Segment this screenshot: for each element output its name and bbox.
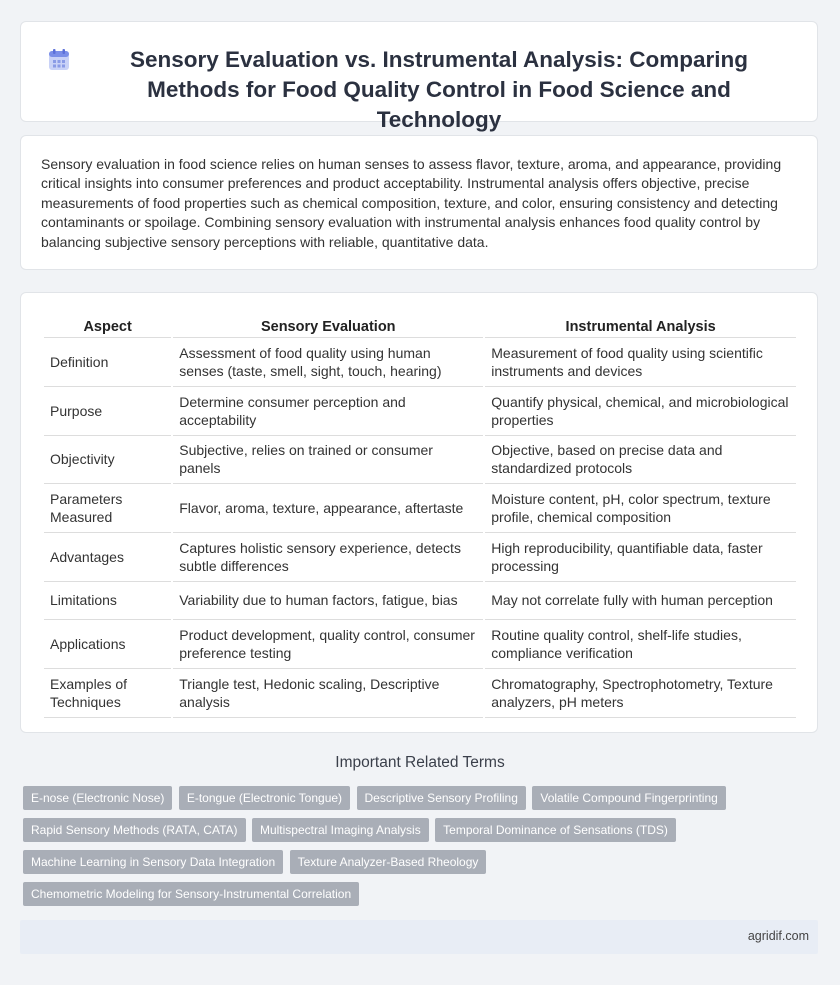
cell-sensory: Flavor, aroma, texture, appearance, aftertaste bbox=[173, 484, 483, 533]
cell-aspect: Parameters Measured bbox=[44, 484, 171, 533]
intro-paragraph: Sensory evaluation in food science relies on human senses to assess flavor, texture, aroma, and appearance, providing critical insights into consumer preferences and product acceptability. Instrumental analysis offers objective, precise measurements of food properties such as chemical composition, texture, and color, ensuring consistency and detecting contaminants or spoilage. Combining sensory evaluation with instrumental analysis enhances food quality control by balancing subjective sensory perceptions with reliable, quantitative data. bbox=[41, 156, 782, 250]
table-header-row bbox=[44, 317, 796, 338]
comparison-card bbox=[20, 292, 818, 733]
cell-sensory: Product development, quality control, consumer preference testing bbox=[173, 620, 483, 669]
related-terms-heading: Important Related Terms bbox=[335, 754, 505, 771]
cell-instrumental: High reproducibility, quantifiable data, faster processing bbox=[485, 533, 796, 582]
footer-site-link[interactable]: agridif.com bbox=[747, 929, 809, 943]
intro-card bbox=[20, 135, 818, 270]
table-row bbox=[44, 436, 796, 485]
cell-aspect: Objectivity bbox=[44, 436, 171, 485]
comparison-table bbox=[42, 317, 798, 718]
term-tag[interactable]: E-nose (Electronic Nose) bbox=[23, 786, 172, 810]
cell-instrumental: Objective, based on precise data and standardized protocols bbox=[485, 436, 796, 485]
cell-sensory: Variability due to human factors, fatigue, bias bbox=[173, 582, 483, 620]
term-tag[interactable]: Volatile Compound Fingerprinting bbox=[532, 786, 725, 810]
cell-instrumental: May not correlate fully with human perception bbox=[485, 582, 796, 620]
related-terms-list bbox=[23, 786, 813, 914]
header-instrumental: Instrumental Analysis bbox=[485, 317, 796, 338]
table-row bbox=[44, 484, 796, 533]
cell-aspect: Applications bbox=[44, 620, 171, 669]
cell-aspect: Limitations bbox=[44, 582, 171, 620]
cell-sensory: Determine consumer perception and acceptability bbox=[173, 387, 483, 436]
cell-sensory: Captures holistic sensory experience, detects subtle differences bbox=[173, 533, 483, 582]
cell-sensory: Assessment of food quality using human senses (taste, smell, sight, touch, hearing) bbox=[173, 338, 483, 387]
cell-instrumental: Measurement of food quality using scientific instruments and devices bbox=[485, 338, 796, 387]
title-card bbox=[20, 21, 818, 132]
table-row bbox=[44, 582, 796, 620]
cell-instrumental: Routine quality control, shelf-life studies, compliance verification bbox=[485, 620, 796, 669]
page-title: Sensory Evaluation vs. Instrumental Analysis: Comparing Methods for Food Quality Control in Food Science and Technology bbox=[129, 47, 749, 132]
term-tag[interactable]: Descriptive Sensory Profiling bbox=[357, 786, 526, 810]
cell-instrumental: Quantify physical, chemical, and microbiological properties bbox=[485, 387, 796, 436]
header-sensory: Sensory Evaluation bbox=[173, 317, 483, 338]
footer bbox=[20, 920, 818, 954]
cell-instrumental: Chromatography, Spectrophotometry, Texture analyzers, pH meters bbox=[485, 669, 796, 718]
table-row bbox=[44, 533, 796, 582]
cell-sensory: Subjective, relies on trained or consumer panels bbox=[173, 436, 483, 485]
term-tag[interactable]: Texture Analyzer-Based Rheology bbox=[290, 850, 487, 874]
cell-aspect: Advantages bbox=[44, 533, 171, 582]
table-row bbox=[44, 338, 796, 387]
term-tag[interactable]: Multispectral Imaging Analysis bbox=[252, 818, 429, 842]
cell-sensory: Triangle test, Hedonic scaling, Descriptive analysis bbox=[173, 669, 483, 718]
table-row bbox=[44, 669, 796, 718]
header-aspect: Aspect bbox=[44, 317, 171, 338]
table-row bbox=[44, 387, 796, 436]
term-tag[interactable]: E-tongue (Electronic Tongue) bbox=[179, 786, 350, 810]
term-tag[interactable]: Chemometric Modeling for Sensory-Instrumental Correlation bbox=[23, 882, 359, 906]
table-row bbox=[44, 620, 796, 669]
cell-instrumental: Moisture content, pH, color spectrum, texture profile, chemical composition bbox=[485, 484, 796, 533]
cell-aspect: Examples of Techniques bbox=[44, 669, 171, 718]
cell-aspect: Definition bbox=[44, 338, 171, 387]
cell-aspect: Purpose bbox=[44, 387, 171, 436]
term-tag[interactable]: Temporal Dominance of Sensations (TDS) bbox=[435, 818, 676, 842]
term-tag[interactable]: Rapid Sensory Methods (RATA, CATA) bbox=[23, 818, 246, 842]
term-tag[interactable]: Machine Learning in Sensory Data Integration bbox=[23, 850, 283, 874]
